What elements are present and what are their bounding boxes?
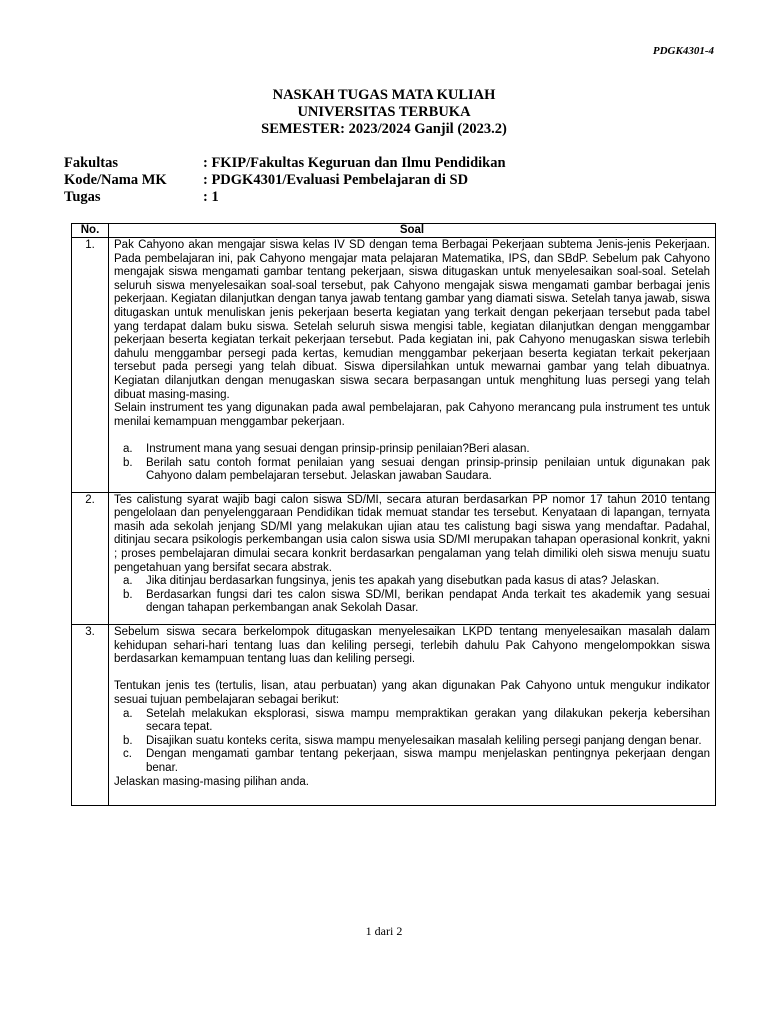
meta-key: Kode/Nama MK (64, 172, 167, 188)
question-paragraph: Sebelum siswa secara berkelompok ditugaskan menyelesaikan LKPD tentang menyelesaikan masalah dalam kehidupan sehari-hari tentang luas dan keliling persegi, terlebih dahulu Pak Cahyono mengelompokkan siswa berdasarkan kemampuan tentang luas dan keliling persegi. (114, 626, 710, 666)
option-text: Disajikan suatu konteks cerita, siswa mampu menyelesaikan masalah keliling persegi panjang dengan benar. (146, 734, 702, 747)
question-content (109, 492, 716, 624)
question-option (114, 575, 710, 589)
question-option (114, 748, 710, 775)
document-title (0, 87, 768, 138)
option-label: c. (123, 748, 132, 761)
meta-key: Fakultas (64, 155, 118, 171)
option-label: a. (123, 707, 133, 720)
option-text: Berilah satu contoh format penilaian yang sesuai dengan prinsip-prinsip penilaian untuk digunakan pak Cahyono dalam pembelajaran tersebut. Jelaskan jawaban Saudara. (146, 456, 710, 483)
questions-table (71, 223, 716, 806)
question-option (114, 735, 710, 749)
meta-row-fakultas (64, 155, 506, 172)
question-number: 3. (72, 625, 109, 806)
option-label: b. (123, 456, 133, 469)
table-row (72, 238, 716, 493)
header-soal: Soal (109, 224, 716, 238)
meta-value: : 1 (203, 189, 219, 205)
page-number: 1 dari 2 (365, 924, 403, 938)
option-text: Dengan mengamati gambar tentang pekerjaan, siswa mampu menjelaskan pentingnya pekerjaan dengan benar. (146, 748, 710, 774)
document-code: PDGK4301-4 (652, 45, 714, 57)
option-text: Instrument mana yang sesuai dengan prinsip-prinsip penilaian?Beri alasan. (146, 442, 530, 455)
meta-row-kode (64, 172, 506, 189)
header-no: No. (72, 224, 109, 238)
meta-value: : PDGK4301/Evaluasi Pembelajaran di SD (203, 172, 469, 188)
question-number: 2. (72, 492, 109, 624)
table-row (72, 492, 716, 624)
option-label: a. (123, 575, 133, 588)
meta-key: Tugas (64, 189, 101, 205)
meta-value: : FKIP/Fakultas Keguruan dan Ilmu Pendidikan (203, 155, 506, 171)
question-paragraph: Tentukan jenis tes (tertulis, lisan, atau perbuatan) yang akan digunakan Pak Cahyono untuk mengukur indikator sesuai tujuan pembelajaran sebagai berikut: (114, 680, 710, 706)
course-meta (64, 155, 506, 206)
question-option (114, 589, 710, 616)
option-label: a. (123, 442, 133, 455)
title-line-1: NASKAH TUGAS MATA KULIAH (272, 87, 496, 103)
question-number: 1. (72, 238, 109, 493)
question-paragraph: Pak Cahyono akan mengajar siswa kelas IV SD dengan tema Berbagai Pekerjaan subtema Jenis-jenis Pekerjaan. Pada pembelajaran ini, pak Cahyono mengajar mata pelajaran Matematika, IPS, dan SBdP. Sebelum pak Cahyono mengajak siswa mengamati gambar tentang pekerjaan, siswa ditugaskan untuk menyelesaikan soal-soal. Setelah seluruh siswa menyelesaikan soal-soal tersebut, pak Cahyono mengajak siswa mengamati gambar berbagai jenis pekerjaan. Kegiatan dilanjutkan dengan tanya jawab tentang gambar yang diamati siswa. Setelah tanya jawab, siswa ditugaskan untuk menuliskan jenis pekerjaan beserta kegiatan yang terkait dengan pekerjaan tersebut pada tabel yang terdapat dalam buku siswa. Setelah seluruh siswa mengisi table, kegiatan dilanjutkan dengan menggambar pekerjaan beserta kegiatan terkait pekerjaan tersebut. Pada kegiatan ini, pak Cahyono menugaskan siswa terlebih dahulu menggambar persegi pada kertas, kemudian menggambar pekerjaan beserta kegiatan terkait pekerjaan tersebut pada persegi yang telah dibuat. Siswa dipersilahkan untuk mewarnai gambar yang telah dibuatnya. Kegiatan dilanjutkan dengan menugaskan siswa secara berpasangan untuk menghitung luas persegi yang telah dibuat masing-masing. (114, 239, 710, 401)
question-content (109, 625, 716, 806)
question-option (114, 457, 710, 484)
question-closing: Jelaskan masing-masing pilihan anda. (114, 775, 309, 788)
table-header-row (72, 224, 716, 238)
table-row (72, 625, 716, 806)
question-paragraph: Selain instrument tes yang digunakan pada awal pembelajaran, pak Cahyono merancang pula instrument tes untuk menilai kemampuan menggambar pekerjaan. (114, 402, 710, 428)
title-line-3: SEMESTER: 2023/2024 Ganjil (2023.2) (261, 121, 507, 137)
question-option (114, 443, 710, 457)
option-text: Berdasarkan fungsi dari tes calon siswa SD/MI, berikan pendapat Anda terkait tes akademik yang sesuai dengan tahapan perkembangan anak Sekolah Dasar. (146, 588, 710, 615)
question-option (114, 708, 710, 735)
title-line-2: UNIVERSITAS TERBUKA (297, 104, 471, 120)
meta-row-tugas (64, 189, 506, 206)
option-label: b. (123, 734, 133, 747)
option-text: Setelah melakukan eksplorasi, siswa mampu mempraktikan gerakan yang dilakukan pekerja kebersihan secara tepat. (146, 707, 710, 734)
option-text: Jika ditinjau berdasarkan fungsinya, jenis tes apakah yang disebutkan pada kasus di atas? Jelaskan. (146, 575, 660, 588)
option-label: b. (123, 588, 133, 601)
question-content (109, 238, 716, 493)
question-paragraph: Tes calistung syarat wajib bagi calon siswa SD/MI, secara aturan berdasarkan PP nomor 17 tahun 2010 tentang pengelolaan dan penyelenggaraan Pendidikan tidak memuat standar tes tersebut. Kenyataan di lapangan, ternyata masih ada sekolah jenjang SD/MI yang melakukan ujian atau tes calistung bagi siswa yang mendaftar. Padahal, ditinjau secara psikologis perkembangan usia calon siswa usia SD/MI merupakan tahapan operasional konkrit, yakni ; proses pembelajaran dimulai secara konkrit berdasarkan pengalaman yang telah dimiliki oleh siswa menuju suatu pengetahuan yang bersifat secara abstrak. (114, 493, 710, 574)
